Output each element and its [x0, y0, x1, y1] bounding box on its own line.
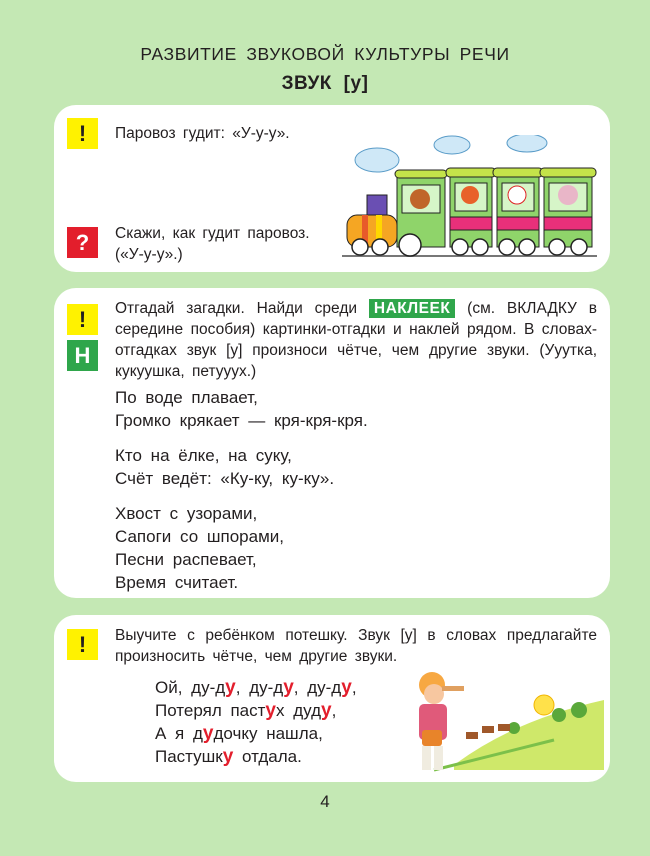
highlighted-sound: у: [321, 700, 332, 721]
highlighted-sound: у: [341, 677, 352, 698]
question-line-1: Скажи, как гудит паровоз.: [115, 225, 310, 242]
highlighted-sound: у: [283, 677, 294, 698]
card-rhyme: [54, 615, 610, 782]
highlighted-sound: у: [222, 746, 234, 767]
rhyme-line: А я дудочку нашла,: [155, 723, 323, 744]
exclamation-icon: !: [67, 118, 98, 149]
question-line-2: («У-у-у».): [115, 246, 183, 263]
rhyme-line: Ой, ду-ду, ду-ду, ду-ду,: [155, 677, 357, 698]
riddle-1: По воде плавает, Громко крякает — кря-кря-кря.: [115, 388, 368, 430]
statement-text: Паровоз гудит: «У-у-у».: [115, 125, 290, 142]
sticker-icon: Н: [67, 340, 98, 371]
highlighted-sound: у: [265, 700, 276, 721]
rhyme-instruction: Выучите с ребёнком потешку. Звук [у] в словах предлагайте произносить чётче, чем другие звуки.: [115, 627, 597, 665]
card-train: [54, 105, 610, 272]
highlighted-sound: у: [225, 677, 236, 698]
riddle-3: Хвост с узорами, Сапоги со шпорами, Песни распевает, Время считает.: [115, 504, 284, 592]
stickers-label: НАКЛЕЕК: [369, 299, 455, 318]
question-text: [115, 223, 310, 265]
page-number: 4: [320, 792, 330, 811]
riddles-instruction: Отгадай загадки. Найди среди НАКЛЕЕК (см. ВКЛАДКУ в середине пособия) картинки-отгадки и наклей рядом. В словах-отгадках звук [у] произноси чётче, чем другие звуки. (Ууутка, кукуушка, петууух.): [115, 300, 597, 380]
section-title: РАЗВИТИЕ ЗВУКОВОЙ КУЛЬТУРЫ РЕЧИ: [140, 44, 510, 64]
card-riddles: [54, 288, 610, 598]
rhyme-line: Пастушку отдала.: [155, 746, 302, 767]
highlighted-sound: у: [202, 723, 214, 744]
rhyme-text: [155, 676, 357, 768]
rhyme-line: Потерял пастух дуду,: [155, 700, 337, 721]
question-icon: ?: [67, 227, 98, 258]
train-illustration: [342, 135, 602, 260]
lesson-title: ЗВУК [у]: [281, 73, 369, 94]
exclamation-icon: !: [67, 629, 98, 660]
exclamation-icon: !: [67, 304, 98, 335]
shepherd-illustration: [394, 660, 604, 780]
riddle-2: Кто на ёлке, на суку, Счёт ведёт: «Ку-ку, ку-ку».: [115, 446, 335, 488]
